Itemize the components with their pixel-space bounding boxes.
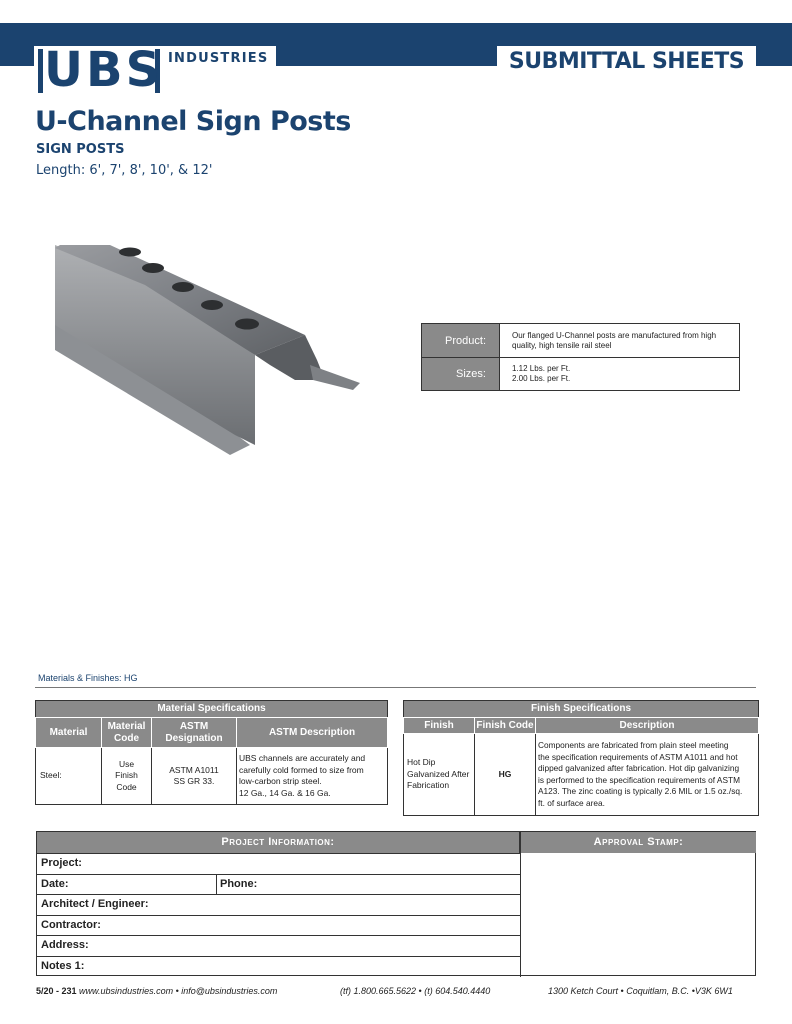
date-phone-divider	[216, 875, 217, 895]
approval-stamp-header: Approval Stamp:	[521, 832, 756, 853]
material-cell: Steel:	[36, 748, 102, 805]
footer-phones: (tf) 1.800.665.5622 • (t) 604.540.4440	[340, 986, 491, 996]
finish-cell: Hot Dip Galvanized After Fabrication	[404, 734, 475, 816]
product-label: Product:	[422, 324, 500, 358]
logo-bar-left	[38, 49, 43, 93]
project-info-header: Project Information:	[37, 832, 520, 853]
approval-stamp-area[interactable]	[521, 853, 756, 976]
table-row	[36, 748, 388, 805]
product-lengths: Length: 6', 7', 8', 10', & 12'	[36, 163, 213, 178]
astm-designation-cell: ASTM A1011 SS GR 33.	[152, 748, 237, 805]
section-title: SUBMITTAL SHEETS	[508, 49, 745, 74]
col-finish: Finish	[404, 718, 475, 734]
logo-industries: INDUSTRIES	[168, 51, 269, 66]
project-field[interactable]: Project:	[37, 853, 520, 874]
logo-ubs: UBS	[44, 42, 164, 98]
section-divider	[35, 687, 756, 688]
page-code: 5/20 - 231	[36, 986, 77, 996]
notes-field[interactable]: Notes 1:	[37, 956, 520, 977]
architect-engineer-field[interactable]: Architect / Engineer:	[37, 894, 520, 915]
material-specifications-table	[35, 700, 388, 805]
product-category: SIGN POSTS	[36, 142, 125, 157]
footer-web-email[interactable]: www.ubsindustries.com • info@ubsindustries.com	[79, 986, 278, 996]
sizes-value: 1.12 Lbs. per Ft. 2.00 Lbs. per Ft.	[500, 358, 740, 391]
col-description: Description	[536, 718, 759, 734]
col-finish-code: Finish Code	[475, 718, 536, 734]
sizes-row	[422, 358, 740, 391]
date-phone-row	[37, 874, 520, 895]
project-information-form	[36, 831, 756, 976]
col-material: Material	[36, 718, 102, 748]
material-specs-title: Material Specifications	[36, 701, 388, 718]
product-value: Our flanged U-Channel posts are manufactured from high quality, high tensile rail steel	[500, 324, 740, 358]
col-material-code: Material Code	[102, 718, 152, 748]
finish-specs-title: Finish Specifications	[404, 701, 759, 718]
table-row	[404, 734, 759, 816]
phone-field[interactable]: Phone:	[220, 877, 258, 890]
product-photo	[55, 240, 370, 465]
material-code-cell: Use Finish Code	[102, 748, 152, 805]
address-field[interactable]: Address:	[37, 935, 520, 956]
product-row	[422, 324, 740, 358]
date-field[interactable]: Date:	[41, 877, 69, 890]
footer-left	[36, 986, 277, 996]
footer-address: 1300 Ketch Court • Coquitlam, B.C. •V3K 6W1	[548, 986, 733, 996]
materials-finishes-label: Materials & Finishes: HG	[38, 673, 138, 683]
contractor-field[interactable]: Contractor:	[37, 915, 520, 936]
col-astm-designation: ASTM Designation	[152, 718, 237, 748]
finish-code-cell: HG	[475, 734, 536, 816]
sizes-label: Sizes:	[422, 358, 500, 391]
product-info-table	[421, 323, 740, 391]
finish-specifications-table	[403, 700, 759, 816]
finish-description-cell: Components are fabricated from plain steel meeting the specification requirements of ASTM A1011 and hot dipped galvanized after fabrication. Hot dip galvanizing is performed to the specification requirements of ASTM A123. The zinc coating is typically 2.6 MIL or 1.5 oz./sq. ft. of surface area.	[536, 734, 759, 816]
astm-description-cell: UBS channels are accurately and carefully cold formed to size from low-carbon strip steel. 12 Ga., 14 Ga. & 16 Ga.	[237, 748, 388, 805]
col-astm-description: ASTM Description	[237, 718, 388, 748]
page-title: U-Channel Sign Posts	[35, 106, 351, 137]
